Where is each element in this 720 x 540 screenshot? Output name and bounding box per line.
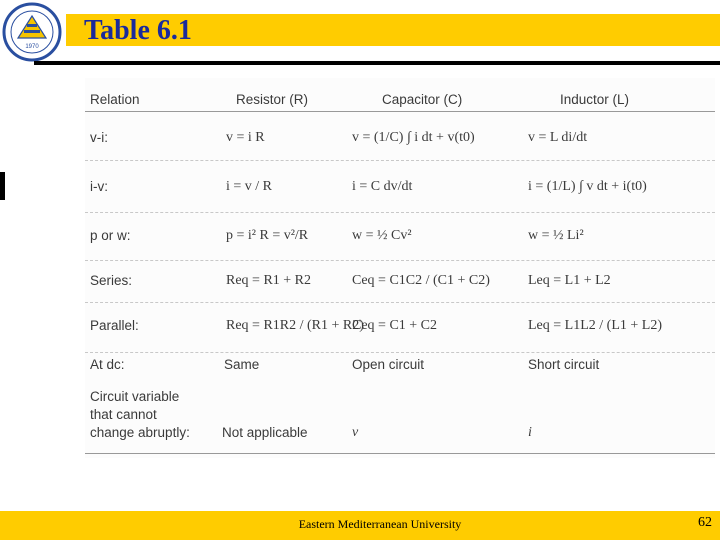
capacitor-formula: Ceq = C1C2 / (C1 + C2) xyxy=(352,273,490,288)
relation-label: v-i: xyxy=(90,130,108,145)
slide-title: Table 6.1 xyxy=(84,15,192,46)
relation-label: i-v: xyxy=(90,179,108,194)
capacitor-variable: v xyxy=(352,425,359,440)
inductor-variable: i xyxy=(528,425,532,440)
left-edge-mark xyxy=(0,172,5,200)
university-logo xyxy=(2,2,62,62)
capacitor-formula: Ceq = C1 + C2 xyxy=(352,318,438,333)
relation-label-line: change abruptly: xyxy=(90,425,190,440)
header-resistor: Resistor (R) xyxy=(236,92,309,107)
relation-label: Series: xyxy=(90,273,133,288)
resistor-formula: v = i R xyxy=(226,130,265,145)
capacitor-dc: Open circuit xyxy=(352,357,425,372)
resistor-formula: Req = R1 + R2 xyxy=(226,273,312,288)
footer-university: Eastern Mediterranean University xyxy=(298,517,462,531)
inductor-dc: Short circuit xyxy=(528,357,600,372)
capacitor-formula: v = (1/C) ∫ i dt + v(t0) xyxy=(352,130,475,145)
header-separator xyxy=(85,111,715,112)
capacitor-formula: i = C dv/dt xyxy=(352,179,413,194)
inductor-formula: i = (1/L) ∫ v dt + i(t0) xyxy=(528,179,647,194)
relation-label: At dc: xyxy=(90,357,125,372)
logo-year: 1970 xyxy=(25,44,39,50)
row-separator xyxy=(85,302,715,303)
inductor-formula: v = L di/dt xyxy=(528,130,588,145)
header-relation: Relation xyxy=(90,92,140,107)
resistor-formula: p = i² R = v²/R xyxy=(226,228,309,243)
inductor-formula: w = ½ Li² xyxy=(528,228,584,243)
row-separator xyxy=(85,212,715,213)
capacitor-formula: w = ½ Cv² xyxy=(352,228,412,243)
inductor-formula: Leq = L1 + L2 xyxy=(528,273,611,288)
row-separator xyxy=(85,160,715,161)
resistor-formula: Req = R1R2 / (R1 + R2) xyxy=(226,318,364,333)
resistor-dc: Same xyxy=(224,357,260,372)
relation-label: Parallel: xyxy=(90,318,139,333)
relation-label-line: Circuit variable xyxy=(90,389,180,404)
relation-label: p or w: xyxy=(90,228,131,243)
relation-label-line: that cannot xyxy=(90,407,157,422)
inductor-formula: Leq = L1L2 / (L1 + L2) xyxy=(528,318,662,333)
header-capacitor: Capacitor (C) xyxy=(382,92,463,107)
table-bottom-rule xyxy=(85,453,715,454)
resistor-formula: i = v / R xyxy=(226,179,273,194)
title-rule xyxy=(34,61,720,65)
header-inductor: Inductor (L) xyxy=(560,92,630,107)
page-number: 62 xyxy=(698,515,712,530)
row-separator xyxy=(85,352,715,353)
row-separator xyxy=(85,260,715,261)
resistor-variable: Not applicable xyxy=(222,425,308,440)
